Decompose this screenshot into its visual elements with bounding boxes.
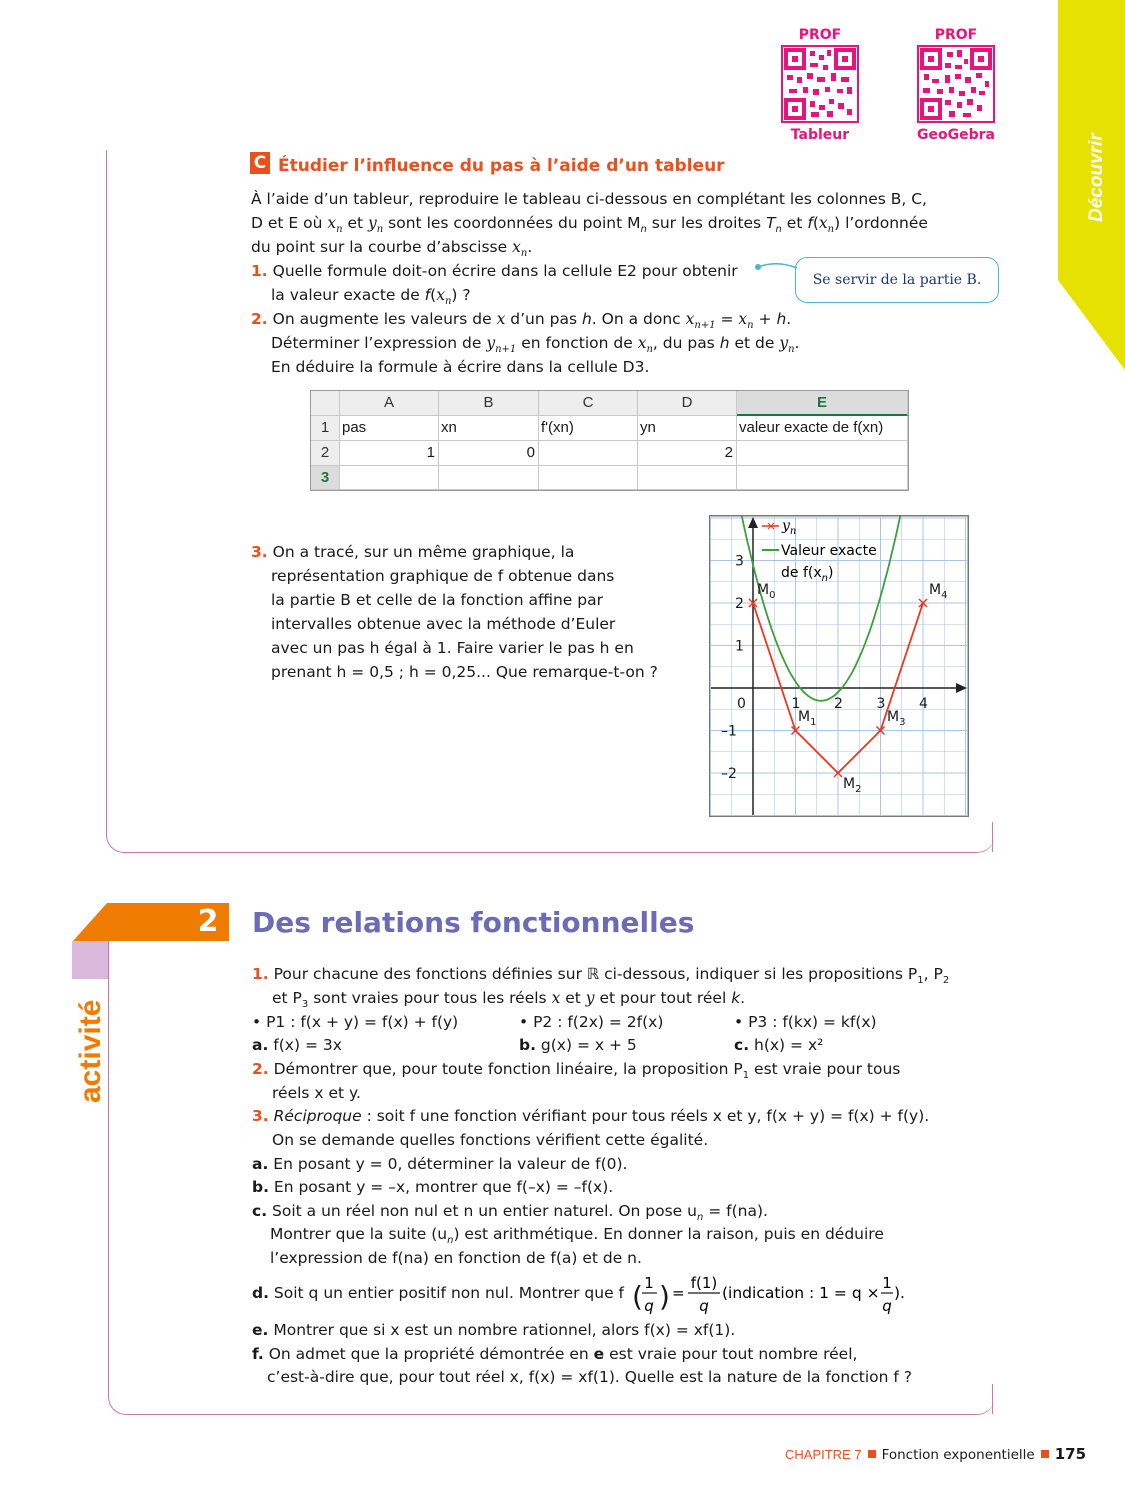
point-label-m1: $M_1$ — [798, 709, 817, 728]
formula-equals: = — [672, 1284, 685, 1302]
point-label-subscript: 4 — [941, 590, 948, 601]
y-tick-label: 2 — [735, 596, 744, 612]
x-tick-label: 1 — [791, 696, 801, 712]
act-question-3: 3. Réciproque : soit f une fonction vérifiant pour tous réels x et y, f(x + y) = f(x) + f(y). — [252, 1107, 930, 1125]
sheet-row-header: 2 — [311, 441, 340, 466]
footer-chapter: CHAPITRE 7 — [785, 1447, 862, 1462]
intro-line-2: D et E où $x_n$ et $y_n$ sont les coordonnées du point $M_n$ sur les droites $T_n$ et $f(x_n)$ l’ordonnée — [251, 214, 928, 236]
svg-text:activité: activité — [74, 999, 107, 1103]
section-c-title: Étudier l’influence du pas à l’aide d’un tableur — [278, 156, 725, 176]
spreadsheet — [310, 390, 909, 491]
frame-activity-right — [992, 1384, 993, 1414]
frac2-den: q — [699, 1297, 709, 1315]
qr-geogebra[interactable] — [911, 27, 1001, 145]
legend-exact-label-2: de $f(x_n)$ — [781, 565, 834, 584]
point-label-subscript: 1 — [810, 717, 817, 728]
sheet-cell — [638, 466, 737, 490]
y-tick-label: –1 — [721, 723, 737, 740]
frac3-den: q — [882, 1297, 892, 1315]
question-3-line: prenant h = 0,5 ; h = 0,25... Que remarque-t-on ? — [271, 663, 658, 681]
question-2: 2. On augmente les valeurs de x d’un pas h. On a donc $x_{n+1} = x_n + h$. — [251, 310, 792, 332]
frame-top-section-right — [992, 822, 993, 852]
sheet-cell: 0 — [439, 441, 539, 466]
act-question-3-line-2: On se demande quelles fonctions vérifient cette égalité. — [272, 1131, 709, 1149]
qr-prof-label: PROF — [798, 27, 842, 43]
activity-title: Des relations fonctionnelles — [252, 906, 695, 939]
frac1-num: 1 — [644, 1274, 654, 1292]
func-c: c. h(x) = x² — [734, 1036, 824, 1054]
item-c-line-2: Montrer que la suite $(u_n)$ est arithmétique. En donner la raison, puis en déduire — [270, 1225, 884, 1247]
intro-line-1: À l’aide d’un tableur, reproduire le tableau ci-dessous en complétant les colonnes B, C, — [251, 190, 927, 208]
item-f-line-2: c’est-à-dire que, pour tout réel x, f(x) = xf(1). Quelle est la nature de la fonction f ? — [267, 1368, 912, 1386]
qr-code-icon[interactable] — [917, 45, 995, 123]
y-tick-label: 3 — [735, 553, 744, 570]
page-footer — [785, 1444, 1086, 1465]
sheet-cell — [737, 466, 908, 490]
legend-yn-label: $y_n$ — [782, 518, 797, 537]
question-3-line: représentation graphique de f obtenue dans — [271, 567, 615, 585]
question-1: 1. Quelle formule doit-on écrire dans la cellule E2 pour obtenir — [251, 262, 738, 280]
qr-tableur-label: Tableur — [790, 127, 850, 143]
activity-label — [60, 985, 120, 1110]
func-b: b. g(x) = x + 5 — [519, 1036, 637, 1054]
question-3-line: la partie B et celle de la fonction affine par — [271, 591, 603, 609]
footer-topic: Fonction exponentielle — [881, 1447, 1035, 1463]
item-e: e. Montrer que si x est un nombre rationnel, alors f(x) = xf(1). — [252, 1321, 736, 1339]
item-c: c. Soit a un réel non nul et n un entier naturel. On pose $u_n = f(na)$. — [252, 1202, 768, 1224]
sheet-col-header-selected: E — [737, 391, 908, 416]
sheet-cell: xn — [439, 416, 539, 441]
question-3-line: avec un pas h égal à 1. Faire varier le pas h en — [271, 639, 634, 657]
item-d-formula — [630, 1268, 910, 1318]
intro-line-3: du point sur la courbe d’abscisse $x_n$. — [251, 238, 533, 260]
activity-number: 2 — [197, 904, 219, 939]
sheet-cell: yn — [638, 416, 737, 441]
x-tick-label: 2 — [834, 696, 843, 712]
question-2-line-3: En déduire la formule à écrire dans la cellule D3. — [271, 358, 650, 376]
svg-text:(: ( — [632, 1280, 643, 1313]
legend-exact-label: Valeur exacte — [781, 543, 877, 559]
prop-p1: • P1 : f(x + y) = f(x) + f(y) — [252, 1013, 459, 1031]
sheet-cell: pas — [340, 416, 439, 441]
item-d: d. Soit q un entier positif non nul. Montrer que f — [252, 1284, 625, 1302]
question-3-line: intervalles obtenue avec la méthode d’Euler — [271, 615, 616, 633]
sheet-cell: 2 — [638, 441, 737, 466]
item-a: a. En posant y = 0, déterminer la valeur de f(0). — [252, 1155, 628, 1173]
act-question-1: 1. Pour chacune des fonctions définies sur ℝ ci-dessous, indiquer si les propositions $P_1$, $P_2$ — [252, 965, 950, 987]
func-a: a. f(x) = 3x — [252, 1036, 342, 1054]
sheet-col-header: D — [638, 391, 737, 416]
hint-bubble: Se servir de la partie B. — [795, 257, 999, 303]
qr-tableur[interactable] — [775, 27, 865, 145]
prop-p2: • P2 : f(2x) = 2f(x) — [519, 1013, 664, 1031]
point-label-m2: $M_2$ — [843, 776, 862, 795]
sheet-cell — [340, 466, 439, 490]
qr-prof-label: PROF — [934, 27, 978, 43]
page-number: 175 — [1054, 1445, 1087, 1463]
act-question-1-line-2: et $P_3$ sont vraies pour tous les réels x et y et pour tout réel k. — [272, 989, 746, 1011]
side-tab — [1058, 0, 1125, 370]
activity-label-band — [72, 941, 108, 979]
section-c-badge: C — [250, 152, 270, 174]
euler-chart — [709, 515, 969, 817]
formula-end: ). — [894, 1284, 905, 1302]
sheet-cell: f'(xn) — [539, 416, 638, 441]
footer-square-icon — [868, 1450, 876, 1458]
prop-p3: • P3 : f(kx) = kf(x) — [734, 1013, 877, 1031]
qr-code-icon[interactable] — [781, 45, 859, 123]
item-f: f. On admet que la propriété démontrée en e est vraie pour tout nombre réel, — [252, 1345, 858, 1363]
point-label-subscript: 0 — [769, 590, 776, 601]
sheet-row-header: 1 — [311, 416, 340, 441]
point-label-m0: $M_0$ — [757, 582, 776, 601]
footer-square-icon — [1041, 1450, 1049, 1458]
point-label-subscript: 3 — [899, 717, 906, 728]
question-1-line-2: la valeur exacte de $f(x_n)$ ? — [271, 286, 471, 308]
formula-indication: (indication : 1 = q × — [722, 1284, 880, 1302]
sheet-cell: 1 — [340, 441, 439, 466]
sheet-cell — [539, 441, 638, 466]
item-b: b. En posant y = –x, montrer que f(–x) = –f(x). — [252, 1178, 614, 1196]
qr-geogebra-label: GeoGebra — [917, 127, 995, 143]
side-tab-label: Découvrir — [1086, 133, 1107, 222]
x-tick-label: 0 — [737, 696, 746, 712]
x-tick-label: 4 — [919, 696, 928, 712]
sheet-col-header: C — [539, 391, 638, 416]
frac1-den: q — [644, 1297, 654, 1315]
sheet-cell — [439, 466, 539, 490]
question-2-line-2: Déterminer l’expression de $y_{n+1}$ en fonction de $x_n$, du pas h et de $y_n$. — [271, 334, 800, 356]
sheet-cell: valeur exacte de f(xn) — [737, 416, 908, 441]
x-tick-label: 3 — [876, 696, 886, 712]
question-3: 3. On a tracé, sur un même graphique, la — [251, 543, 575, 561]
act-question-2: 2. Démontrer que, pour toute fonction linéaire, la proposition $P_1$ est vraie pour tous — [252, 1060, 901, 1082]
frac3-num: 1 — [882, 1274, 892, 1292]
sheet-cell — [539, 466, 638, 490]
frac2-num: f(1) — [690, 1274, 718, 1292]
y-tick-label: –2 — [721, 766, 737, 782]
point-label-m3: $M_3$ — [887, 709, 906, 728]
svg-text:): ) — [659, 1280, 670, 1313]
item-c-line-3: l’expression de f(na) en fonction de f(a) et de n. — [270, 1249, 642, 1267]
sheet-col-header: B — [439, 391, 539, 416]
sheet-row-header-selected: 3 — [311, 466, 340, 490]
y-tick-label: 1 — [735, 638, 744, 655]
legend-yn-marker: × — [766, 519, 777, 533]
sheet-col-header: A — [340, 391, 439, 416]
sheet-cell — [737, 441, 908, 466]
act-question-2-line-2: réels x et y. — [272, 1084, 361, 1102]
point-label-m4: $M_4$ — [929, 582, 948, 601]
point-label-subscript: 2 — [855, 784, 862, 795]
sheet-corner — [311, 391, 340, 416]
